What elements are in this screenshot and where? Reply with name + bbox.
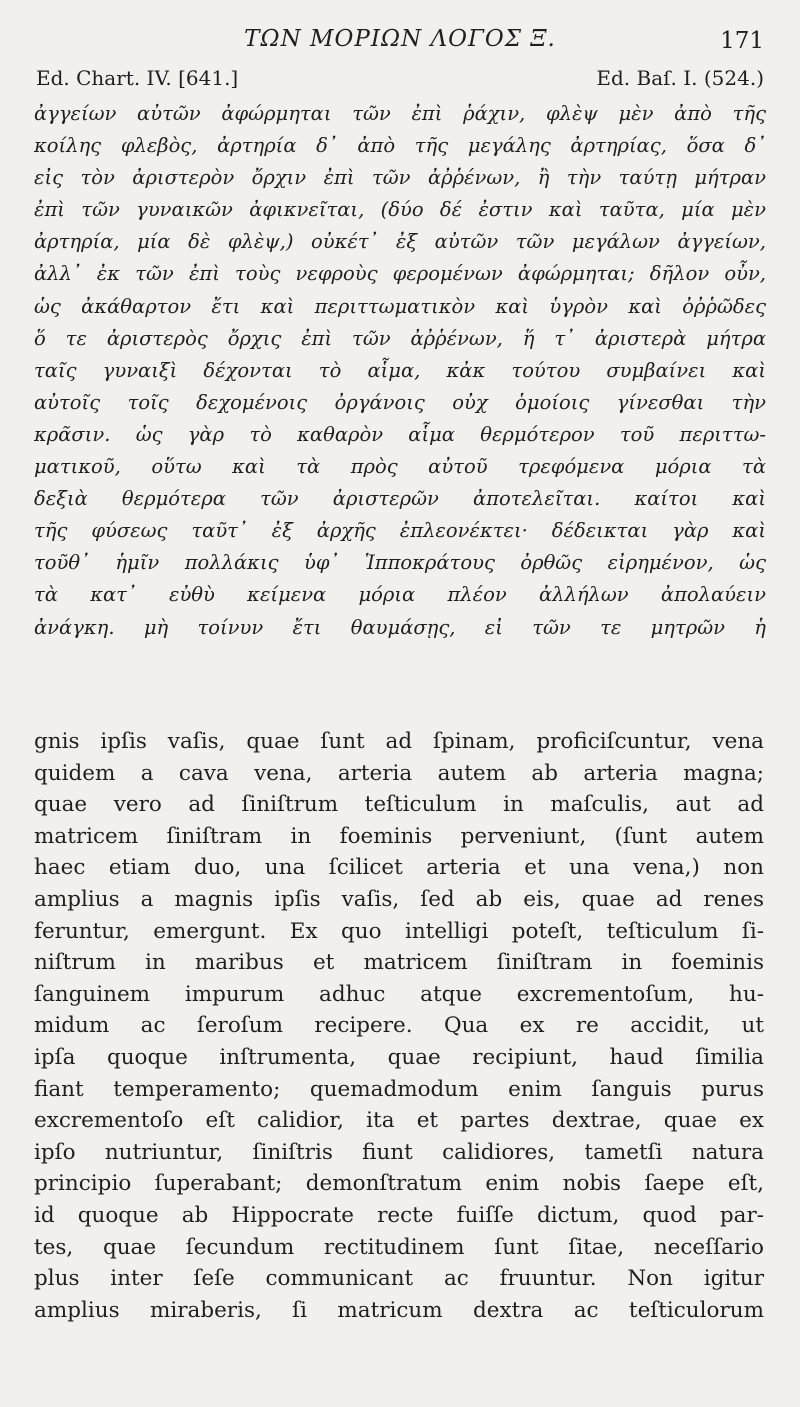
edition-chart-reference: Ed. Chart. IV. [641.]: [36, 66, 239, 90]
latin-text-line: quae vero ad ſiniſtrum teſticulum in maſculis, aut ad: [34, 792, 764, 818]
latin-text-line: feruntur, emergunt. Ex quo intelligi poteſt, teſticulum ſi-: [34, 918, 764, 944]
edition-references: [36, 66, 764, 90]
latin-text-line: ſanguinem impurum adhuc atque excrementoſum, hu-: [34, 981, 764, 1007]
greek-text-block: [34, 98, 766, 644]
greek-text-line: ἀρτηρία, μία δὲ φλὲψ,) οὐκέτ᾽ ἐξ αὐτῶν τῶν μεγάλων ἀγγείων,: [34, 230, 766, 254]
greek-text-line: ταῖς γυναιξὶ δέχονται τὸ αἷμα, κἀκ τούτου συμβαίνει καὶ: [34, 358, 766, 382]
latin-text-line: principio ſuperabant; demonſtratum enim nobis ſaepe eſt,: [34, 1171, 764, 1197]
greek-text-line: ἐπὶ τῶν γυναικῶν ἀφικνεῖται, (δύο δέ ἐστιν καὶ ταῦτα, μία μὲν: [34, 198, 766, 222]
greek-text-line: ἀλλ᾽ ἐκ τῶν ἐπὶ τοὺς νεφροὺς φερομένων ἀφώρμηται; δῆλον οὖν,: [34, 262, 766, 286]
greek-text-line: ὅ τε ἀριστερὸς ὄρχις ἐπὶ τῶν ἀῤῥένων, ἥ τ᾽ ἀριστερὰ μήτρα: [34, 326, 766, 350]
page-number: 171: [720, 28, 764, 54]
latin-text-line: matricem ſiniſtram in foeminis perveniunt, (ſunt autem: [34, 823, 764, 849]
latin-text-block: [34, 726, 764, 1326]
greek-text-line: εἰς τὸν ἀριστερὸν ὄρχιν ἐπὶ τῶν ἀῤῥένων, ἢ τὴν ταύτῃ μήτραν: [34, 166, 766, 190]
greek-text-line: ματικοῦ, οὕτω καὶ τὰ πρὸς αὐτοῦ τρεφόμενα μόρια τὰ: [34, 455, 766, 479]
edition-basel-reference: Ed. Baſ. I. (524.): [596, 66, 764, 90]
latin-text-line: gnis ipſis vaſis, quae ſunt ad ſpinam, proficiſcuntur, vena: [34, 729, 764, 754]
greek-text-line: κοίλης φλεβὸς, ἀρτηρία δ᾽ ἀπὸ τῆς μεγάλης ἀρτηρίας, ὅσα δ᾽: [34, 134, 766, 158]
greek-text-line: ὡς ἀκάθαρτον ἔτι καὶ περιττωματικὸν καὶ ὑγρὸν καὶ ὀῤῥῶδες: [34, 294, 766, 318]
latin-text-line: amplius miraberis, ſi matricum dextra ac teſticulorum: [34, 1297, 764, 1323]
greek-text-line: κρᾶσιν. ὡς γὰρ τὸ καθαρὸν αἷμα θερμότερον τοῦ περιττω-: [34, 422, 766, 446]
latin-text-line: id quoque ab Hippocrate recte fuiſſe dictum, quod par-: [34, 1202, 764, 1228]
latin-text-line: midum ac ſeroſum recipere. Qua ex re accidit, ut: [34, 1013, 764, 1039]
latin-text-line: plus inter ſeſe communicant ac fruuntur. Non igitur: [34, 1266, 764, 1292]
latin-text-line: tes, quae ſecundum rectitudinem ſunt ſitae, neceſſario: [34, 1234, 764, 1260]
greek-text-line: τοῦθ᾽ ἡμῖν πολλάκις ὑφ᾽ Ἱπποκράτους ὀρθῶς εἰρημένον, ὡς: [34, 551, 766, 575]
latin-text-line: niſtrum in maribus et matricem ſiniſtram in foeminis: [34, 950, 764, 976]
latin-text-line: fiant temperamento; quemadmodum enim ſanguis purus: [34, 1076, 764, 1102]
greek-text-line: αὐτοῖς τοῖς δεχομένοις ὀργάνοις οὐχ ὁμοίοις γίνεσθαι τὴν: [34, 390, 766, 414]
greek-text-line: δεξιὰ θερμότερα τῶν ἀριστερῶν ἀποτελεῖται. καίτοι καὶ: [34, 487, 766, 511]
greek-text-line: τὰ κατ᾽ εὐθὺ κείμενα μόρια πλέον ἀλλήλων ἀπολαύειν: [34, 583, 766, 607]
latin-text-line: haec etiam duo, una ſcilicet arteria et una vena,) non: [34, 855, 764, 881]
running-title: ΤΩΝ ΜΟΡΙΩΝ ΛΟΓΟΣ Ξ.: [244, 26, 556, 52]
latin-text-line: ipſa quoque inſtrumenta, quae recipiunt, haud ſimilia: [34, 1044, 764, 1070]
greek-text-line: τῆς φύσεως ταῦτ᾽ ἐξ ἀρχῆς ἐπλεονέκτει· δέδεικται γὰρ καὶ: [34, 519, 766, 543]
latin-text-line: quidem a cava vena, arteria autem ab arteria magna;: [34, 760, 764, 786]
latin-text-line: ipſo nutriuntur, ſiniſtris fiunt calidiores, tametſi natura: [34, 1139, 764, 1165]
greek-text-line: ἀγγείων αὐτῶν ἀφώρμηται τῶν ἐπὶ ῥάχιν, φλὲψ μὲν ἀπὸ τῆς: [34, 102, 766, 125]
greek-text-line: ἀνάγκη. μὴ τοίνυν ἔτι θαυμάσῃς, εἰ τῶν τε μητρῶν ἡ: [34, 615, 766, 639]
latin-text-line: excrementoſo eſt calidior, ita et partes dextrae, quae ex: [34, 1108, 764, 1134]
latin-text-line: amplius a magnis ipſis vaſis, ſed ab eis, quae ad renes: [34, 886, 764, 912]
